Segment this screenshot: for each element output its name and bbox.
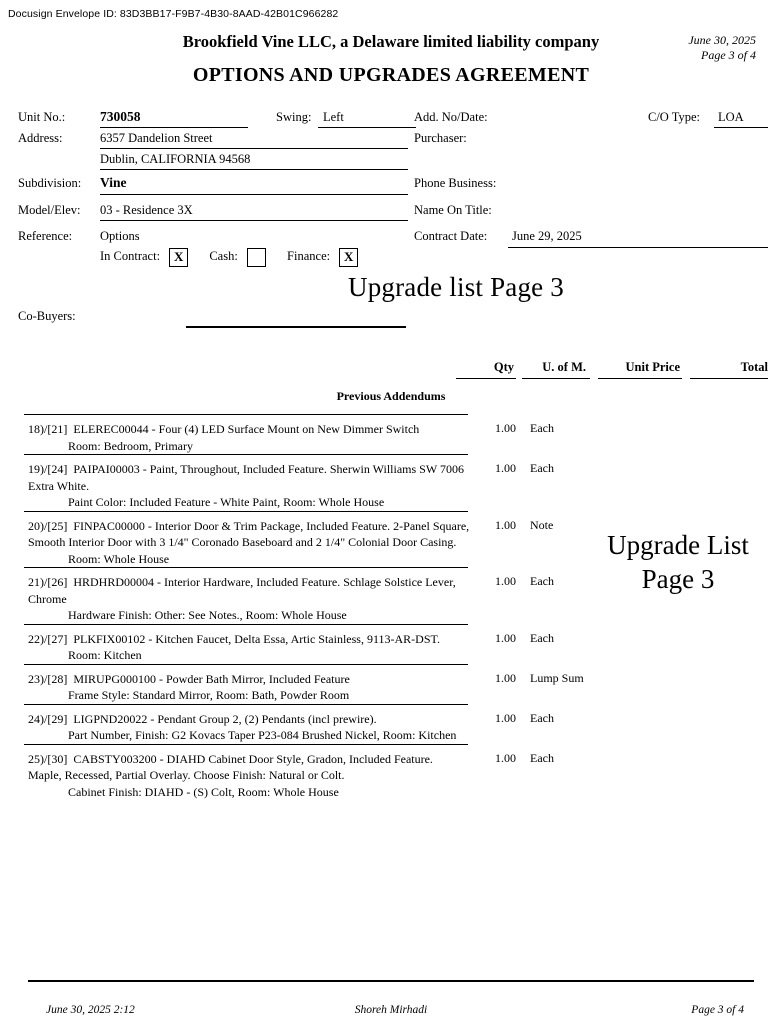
row-description-block	[18, 574, 470, 624]
row-qty: 1.00	[495, 670, 516, 685]
row-sub-description: Room: Bedroom, Primary	[68, 438, 193, 453]
table-row	[18, 567, 768, 624]
unit-no-value: 730058	[100, 109, 141, 124]
row-rule	[24, 704, 468, 705]
row-description: MIRUPG000100 - Powder Bath Mirror, Included Feature	[73, 671, 350, 686]
envelope-id: Docusign Envelope ID: 83D3BB17-F9B7-4B30-8AAD-42B01C966282	[8, 8, 339, 20]
swing-underline	[318, 127, 416, 128]
row-sub-description: Cabinet Finish: DIAHD - (S) Colt, Room: Whole House	[68, 784, 339, 799]
reference-value: Options	[100, 229, 140, 243]
reference-label: Reference:	[18, 229, 73, 243]
row-description-block	[18, 711, 470, 744]
qty-header-rule	[456, 378, 516, 379]
contract-type-checkboxes	[100, 248, 360, 267]
row-qty: 1.00	[495, 574, 516, 588]
row-uom: Each	[530, 461, 554, 475]
row-rule	[24, 664, 468, 665]
header-date: June 30, 2025	[688, 33, 756, 47]
cash-label: Cash:	[209, 249, 238, 264]
row-description-block	[18, 671, 470, 704]
finance-label: Finance:	[287, 249, 331, 264]
row-qty: 1.00	[495, 421, 516, 435]
row-uom: Each	[530, 750, 554, 765]
model-elev-underline	[100, 220, 408, 221]
subdivision-label: Subdivision:	[18, 176, 82, 190]
row-sub-description: Part Number, Finish: G2 Kovacs Taper P23-084 Brushed Nickel, Room: Kitchen	[68, 728, 457, 742]
field-row-address1	[18, 131, 768, 152]
address2-underline	[100, 169, 408, 170]
table-row	[18, 664, 768, 704]
section-title-previous-addendums: Previous Addendums	[336, 389, 446, 403]
contract-date-underline	[508, 247, 768, 248]
row-description-block	[18, 461, 470, 511]
row-qty: 1.00	[495, 750, 516, 765]
field-row-address2	[18, 152, 768, 173]
table-row	[18, 744, 768, 801]
row-sub-description: Frame Style: Standard Mirror, Room: Bath, Powder Room	[68, 688, 350, 702]
row-description: ELEREC00044 - Four (4) LED Surface Mount on New Dimmer Switch	[73, 422, 420, 436]
document-title: OPTIONS AND UPGRADES AGREEMENT	[192, 64, 590, 86]
purchaser-label: Purchaser:	[414, 131, 467, 145]
in-contract-checkbox[interactable]: X	[169, 248, 188, 267]
table-row	[18, 704, 768, 744]
swing-label: Swing:	[276, 110, 312, 124]
row-description-block	[18, 751, 470, 801]
address-line2: Dublin, CALIFORNIA 94568	[100, 152, 251, 166]
subdivision-underline	[100, 194, 408, 195]
addendum-label: Add. No/Date:	[414, 110, 488, 124]
row-description: PAIPAI00003 - Paint, Throughout, Included Feature. Sherwin Williams SW 7006 Extra White.	[28, 462, 464, 493]
table-row	[18, 454, 768, 511]
table-row	[18, 414, 768, 454]
unit-price-header-rule	[598, 378, 682, 379]
footer-rule	[28, 980, 754, 982]
footer-timestamp: June 30, 2025 2:12	[46, 1004, 135, 1016]
phone-business-label: Phone Business:	[414, 176, 497, 190]
row-uom: Note	[530, 517, 554, 532]
cobuyers-label: Co-Buyers:	[18, 309, 76, 323]
row-number: 25)/[30]	[28, 751, 68, 766]
co-type-label: C/O Type:	[648, 110, 701, 124]
row-uom: Each	[530, 421, 554, 435]
row-sub-description: Room: Kitchen	[68, 648, 142, 662]
contract-date-label: Contract Date:	[414, 229, 488, 243]
column-header-uom: U. of M.	[542, 360, 586, 374]
row-description: HRDHRD00004 - Interior Hardware, Included Feature. Schlage Solstice Lever, Chrome	[28, 575, 456, 606]
footer-page-number: Page 3 of 4	[691, 1004, 744, 1016]
row-description: FINPAC00000 - Interior Door & Trim Package, Included Feature. 2-Panel Square, Smooth Interior Door with 3 1/4" Coronado Baseboard and 2 1/4" Colonial Door Casing.	[28, 518, 470, 549]
column-header-qty: Qty	[493, 360, 514, 374]
column-header-total: Total	[740, 360, 768, 374]
co-type-value: LOA	[718, 110, 744, 124]
annotation-stamp-right-line2: Page 3	[641, 564, 715, 594]
footer-signer-name: Shoreh Mirhadi	[354, 1004, 428, 1016]
row-number: 21)/[26]	[28, 575, 68, 589]
row-description: LIGPND20022 - Pendant Group 2, (2) Pendants (incl prewire).	[73, 711, 377, 726]
row-description-block	[18, 518, 470, 568]
row-qty: 1.00	[495, 461, 516, 475]
swing-value: Left	[323, 110, 344, 124]
address-label: Address:	[18, 131, 63, 145]
annotation-stamp-right-line1: Upgrade List	[607, 530, 749, 560]
header-page-of: Page 3 of 4	[701, 48, 756, 62]
row-number: 19)/[24]	[28, 462, 68, 476]
unit-no-label: Unit No.:	[18, 110, 66, 124]
row-uom: Each	[530, 630, 554, 645]
row-sub-description-2: Maple, Recessed, Partial Overlay. Choose Finish: Natural or Colt.	[28, 768, 345, 782]
header-date-block	[688, 33, 756, 63]
total-header-rule	[690, 378, 768, 379]
field-row-subdivision	[18, 173, 768, 200]
row-uom: Each	[530, 710, 554, 725]
field-row-reference	[18, 225, 768, 250]
row-sub-description: Room: Whole House	[68, 551, 170, 566]
row-description-block	[18, 631, 470, 664]
contract-date-value: June 29, 2025	[512, 229, 582, 243]
finance-checkbox[interactable]: X	[339, 248, 358, 267]
row-number: 24)/[29]	[28, 711, 68, 726]
row-number: 18)/[21]	[28, 422, 68, 436]
unit-no-underline	[100, 127, 248, 128]
row-rule	[24, 567, 468, 568]
cash-checkbox[interactable]	[247, 248, 266, 267]
header-fields	[18, 110, 768, 250]
address-line1: 6357 Dandelion Street	[100, 131, 213, 145]
column-header-unit-price: Unit Price	[625, 360, 680, 374]
in-contract-label: In Contract:	[100, 249, 161, 264]
model-elev-value: 03 - Residence 3X	[100, 203, 193, 217]
field-row-model	[18, 200, 768, 225]
row-sub-description: Hardware Finish: Other: See Notes., Room: Whole House	[68, 608, 347, 622]
row-qty: 1.00	[495, 517, 516, 532]
row-rule	[24, 744, 468, 745]
row-rule	[24, 511, 468, 512]
row-number: 20)/[25]	[28, 518, 68, 533]
model-elev-label: Model/Elev:	[18, 203, 81, 217]
co-type-underline	[714, 127, 768, 128]
subdivision-value: Vine	[100, 175, 127, 190]
field-row-unit	[18, 110, 768, 131]
row-qty: 1.00	[495, 630, 516, 645]
row-description: CABSTY003200 - DIAHD Cabinet Door Style, Gradon, Included Feature.	[73, 751, 433, 766]
row-number: 23)/[28]	[28, 671, 68, 686]
address1-underline	[100, 148, 408, 149]
row-rule	[24, 624, 468, 625]
row-qty: 1.00	[495, 710, 516, 725]
table-row	[18, 624, 768, 664]
row-sub-description: Paint Color: Included Feature - White Paint, Room: Whole House	[68, 495, 385, 509]
row-uom: Lump Sum	[530, 670, 584, 685]
row-rule	[24, 414, 468, 415]
row-number: 22)/[27]	[28, 631, 68, 646]
company-title: Brookfield Vine LLC, a Delaware limited liability company	[182, 32, 600, 51]
name-on-title-label: Name On Title:	[414, 203, 492, 217]
row-uom: Each	[530, 574, 554, 588]
cobuyers-signature-line	[186, 326, 406, 328]
row-rule	[24, 454, 468, 455]
table-row	[18, 511, 768, 568]
uom-header-rule	[522, 378, 590, 379]
row-description: PLKFIX00102 - Kitchen Faucet, Delta Essa, Artic Stainless, 9113-AR-DST.	[73, 631, 440, 646]
annotation-stamp-top: Upgrade list Page 3	[348, 272, 565, 302]
row-description-block	[18, 421, 470, 454]
line-items	[18, 414, 768, 800]
